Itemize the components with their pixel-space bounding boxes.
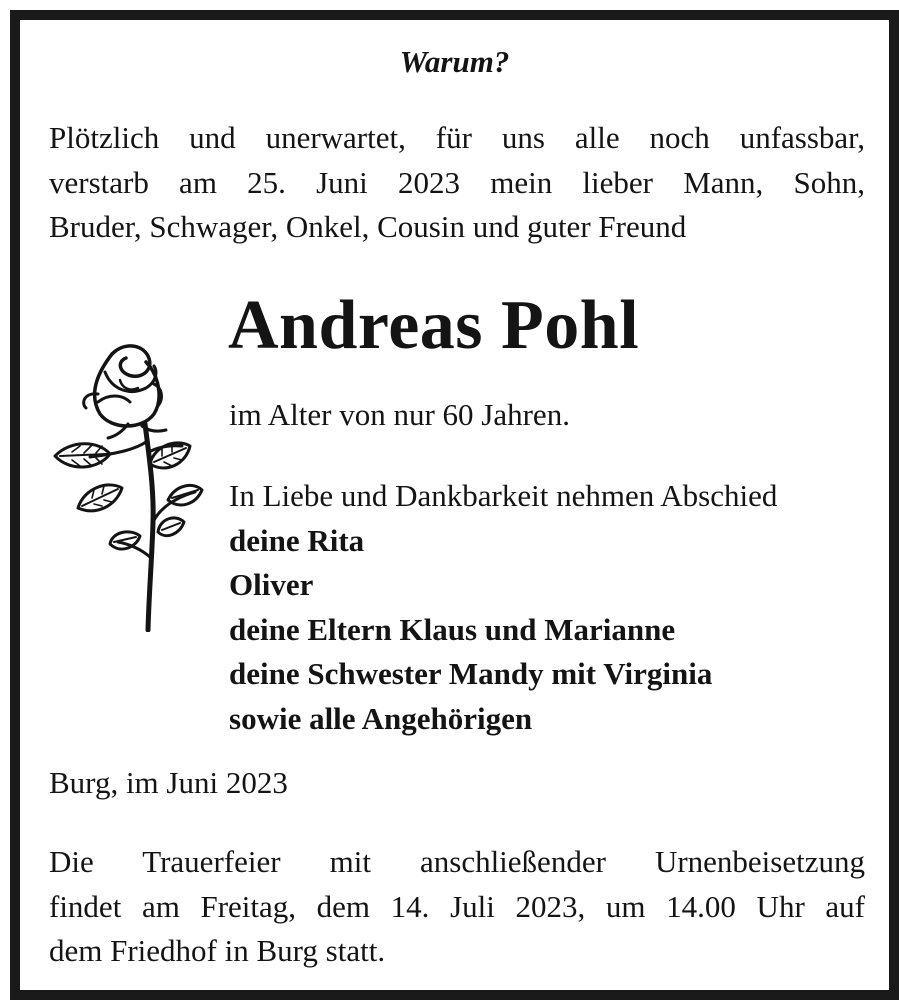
deceased-name: Andreas Pohl — [228, 287, 640, 364]
place-date: Burg, im Juni 2023 — [49, 765, 288, 800]
intro-line-1: Plötzlich und unerwartet, für uns alle noch unfassbar, — [49, 120, 865, 155]
heading-warum: Warum? — [399, 44, 510, 79]
age-text: im Alter von nur 60 Jahren. — [229, 397, 570, 432]
farewell-intro: In Liebe und Dankbarkeit nehmen Abschied — [229, 478, 778, 513]
intro-text — [49, 116, 865, 250]
mourner-line: sowie alle Angehörigen — [229, 700, 533, 736]
mourner-line: Oliver — [229, 567, 314, 602]
mourner-line: deine Rita — [229, 522, 365, 558]
mourner-line: deine Schwester Mandy mit Virginia — [229, 656, 713, 691]
service-line-3: dem Friedhof in Burg statt. — [49, 933, 386, 968]
rose-icon — [50, 332, 205, 632]
service-line-2: findet am Freitag, dem 14. Juli 2023, um 14.00 Uhr auf — [49, 888, 865, 924]
obituary-notice — [10, 10, 899, 1000]
intro-line-2: verstarb am 25. Juni 2023 mein lieber Mann, Sohn, — [49, 164, 865, 200]
mourner-line: deine Eltern Klaus und Marianne — [229, 611, 676, 647]
service-line-1: Die Trauerfeier mit anschließender Urnenbeisetzung — [49, 844, 865, 879]
mourners-block — [229, 474, 777, 741]
service-text — [49, 840, 865, 974]
intro-line-3: Bruder, Schwager, Onkel, Cousin und guter Freund — [49, 209, 687, 244]
